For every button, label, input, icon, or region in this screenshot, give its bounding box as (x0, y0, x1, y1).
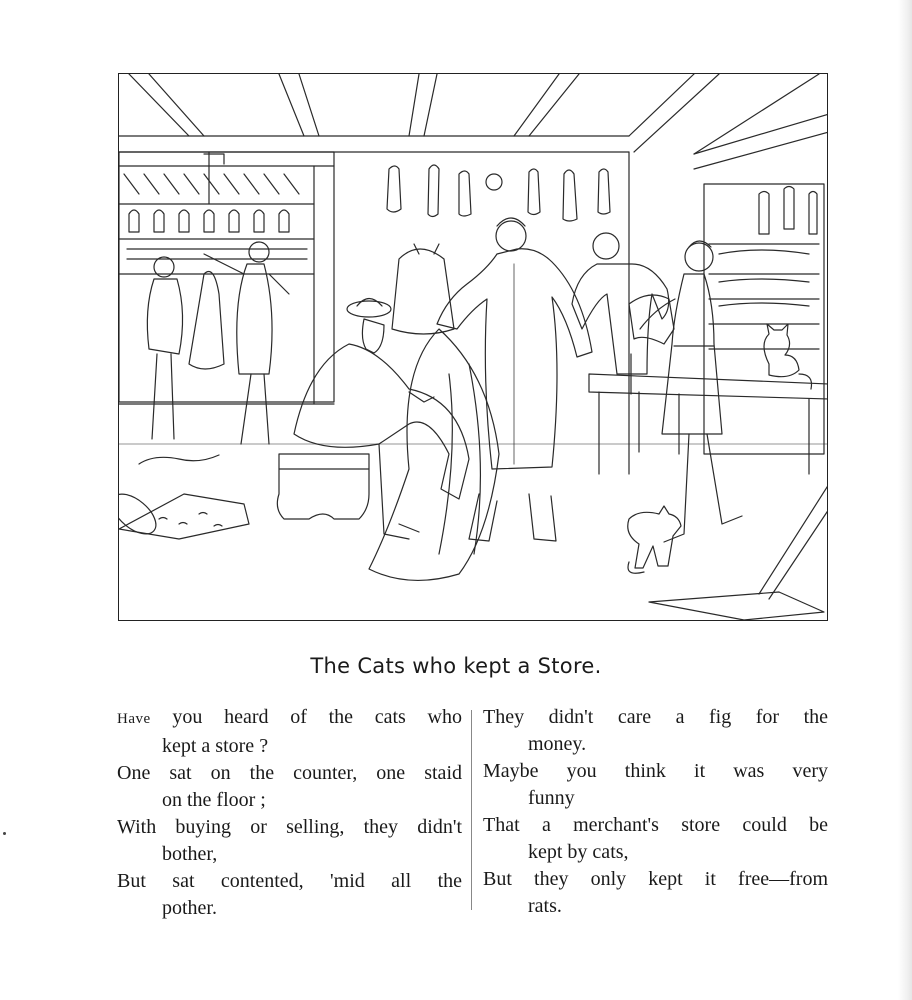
poem-line-continuation: kept a store ? (162, 735, 269, 757)
poem-line: But sat contented, 'mid all the (117, 870, 462, 892)
poem-line-continuation: pother. (162, 897, 217, 919)
cat-on-counter (764, 324, 812, 389)
poem-line-continuation: bother, (162, 843, 218, 865)
hanging-garments (387, 165, 610, 334)
poem-line: Maybe you think it was very (483, 760, 828, 782)
poem-line-continuation: rats. (528, 895, 562, 917)
poem-line: With buying or selling, they didn't (117, 816, 462, 838)
poem-left-column (117, 704, 462, 922)
poem-line-text: you heard of the cats who (150, 706, 462, 728)
poem-line: That a merchant's store could be (483, 814, 828, 836)
column-divider (471, 710, 472, 910)
small-caps-opening: Have (117, 711, 151, 727)
clerk (572, 233, 674, 394)
poem-line-continuation: kept by cats, (528, 841, 629, 863)
poem-line: They didn't care a fig for the (483, 706, 828, 728)
poem-line (117, 704, 462, 733)
poem-right-column (483, 704, 828, 920)
store-illustration (119, 74, 828, 621)
poem-line-continuation: on the floor ; (162, 789, 266, 811)
poem-line-continuation: money. (528, 733, 587, 755)
background-figures (147, 242, 289, 444)
counter (589, 374, 828, 474)
poem-line: But they only kept it free—from (483, 868, 828, 890)
illustration-frame (118, 73, 828, 621)
boy (640, 241, 742, 542)
floor (119, 444, 828, 620)
back-room (119, 152, 334, 404)
paper-speck (3, 832, 6, 835)
poem-line-continuation: funny (528, 787, 575, 809)
poem-line: One sat on the counter, one staid (117, 762, 462, 784)
cloth-seller (369, 218, 592, 580)
poem-title: The Cats who kept a Store. (310, 654, 602, 678)
seated-merchant (277, 299, 469, 540)
page-edge-shadow (898, 0, 912, 1000)
cat-on-floor (628, 506, 681, 573)
fabric-shelves (694, 114, 828, 454)
